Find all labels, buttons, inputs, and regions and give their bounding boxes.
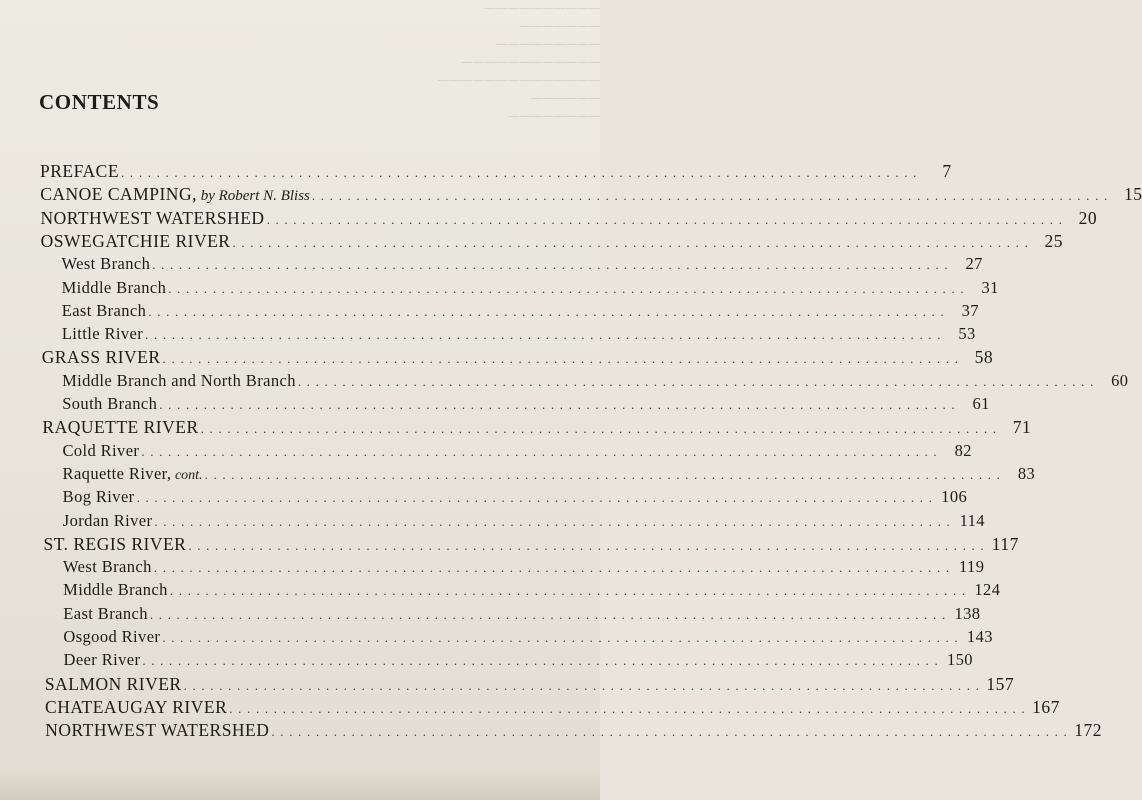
toc-entry-label: RAQUETTE RIVER	[42, 417, 199, 438]
toc-entry-label: Deer River	[63, 650, 141, 670]
toc-entry	[43, 533, 1019, 558]
dot-leader: . . . . . . . . . . . . . . . . . . . . . . . . . . . . . . . . . . . . . . . . . . . . . . . . . . . . . . . . . . . . . . . . . . . . . . . . . . . . . . . . . . . . . . . . . .	[200, 421, 998, 437]
dot-leader: . . . . . . . . . . . . . . . . . . . . . . . . . . . . . . . . . . . . . . . . . . . . . . . . . . . . . . . . . . . . . . . . . . . . . . . . . . . . . . . . . . . . . . . . . .	[204, 466, 1002, 482]
toc-entry-title	[63, 511, 153, 531]
toc-entry-title	[63, 464, 203, 484]
toc-entry	[40, 230, 1064, 255]
toc-entry	[45, 696, 1060, 721]
dot-leader: . . . . . . . . . . . . . . . . . . . . . . . . . . . . . . . . . . . . . . . . . . . . . . . . . . . . . . . . . . . . . . . . . . . . . . . . . . . . . . . . . . . . . . . . . .	[271, 724, 1068, 740]
toc-entry-label: Osgood River	[63, 627, 161, 646]
dot-leader: . . . . . . . . . . . . . . . . . . . . . . . . . . . . . . . . . . . . . . . . . . . . . . . . . . . . . . . . . . . . . . . . . . . . . . . . . . . . . . . . . . . . . . . . . .	[141, 443, 938, 459]
toc-entry-label: SALMON RIVER	[44, 673, 182, 694]
toc-page-number: 31	[981, 277, 999, 297]
dot-leader: . . . . . . . . . . . . . . . . . . . . . . . . . . . . . . . . . . . . . . . . . . . . . . . . . . . . . . . . . . . . . . . . . . . . . . . . . . . . . . . . . . . . . . . . . .	[311, 188, 1109, 204]
toc-entry	[40, 207, 1098, 232]
toc-entry-label: NORTHWEST WATERSHED	[40, 207, 265, 228]
toc-entry-title	[45, 697, 227, 718]
toc-entry-label: PREFACE	[40, 161, 120, 181]
toc-entry	[63, 603, 981, 628]
toc-entry	[63, 557, 985, 581]
toc-page-number: 37	[961, 300, 979, 320]
toc-entry	[62, 463, 1036, 488]
toc-page-number: 7	[942, 161, 952, 181]
toc-entry	[62, 510, 985, 535]
toc-entry	[42, 417, 1032, 441]
toc-entry-title	[40, 161, 119, 182]
toc-entry-title	[41, 231, 231, 252]
toc-entry-title	[44, 534, 187, 555]
toc-entry-title	[61, 254, 150, 274]
toc-entry-label: NORTHWEST WATERSHED	[45, 720, 270, 741]
toc-page-number: 15	[1123, 184, 1142, 205]
page-edge-shadow	[0, 770, 600, 800]
toc-page-number: 119	[959, 557, 985, 577]
toc-entry-title	[62, 301, 147, 321]
toc-page-number: 157	[986, 673, 1015, 694]
bleed-through-text: ────────── ─────── ───────── ──────────── ────────────── ────── ────────	[437, 1, 600, 125]
dot-leader: . . . . . . . . . . . . . . . . . . . . . . . . . . . . . . . . . . . . . . . . . . . . . . . . . . . . . . . . . . . . . . . . . . . . . . . . . . . . . . . . . . . . . . . . . .	[232, 234, 1030, 250]
toc-page-number: 150	[946, 650, 973, 670]
toc-entry-label: Jordan River	[62, 510, 153, 530]
toc-entry	[61, 324, 976, 348]
dot-leader: . . . . . . . . . . . . . . . . . . . . . . . . . . . . . . . . . . . . . . . . . . . . . . . . . . . . . . . . . . . . . . . . . . . . . . . . . . . . . . . . . . . . . . . . . .	[159, 397, 956, 412]
toc-page-number: 71	[1012, 417, 1032, 438]
toc-entry-label: West Branch	[61, 254, 151, 274]
toc-entry-title	[63, 604, 148, 624]
toc-page-number: 58	[974, 347, 994, 368]
dot-leader: . . . . . . . . . . . . . . . . . . . . . . . . . . . . . . . . . . . . . . . . . . . . . . . . . . . . . . . . . . . . . . . . . . . . . . . . . . . . . . . . . . . . . . . . . .	[152, 257, 949, 273]
toc-page-number: 25	[1044, 230, 1064, 251]
dot-leader: . . . . . . . . . . . . . . . . . . . . . . . . . . . . . . . . . . . . . . . . . . . . . . . . . . . . . . . . . . . . . . . . . . . . . . . . . . . . . . . . . . . . . . . . . .	[162, 351, 960, 367]
toc-entry-label: Middle Branch and North Branch	[62, 370, 296, 390]
toc-entry-label: East Branch	[63, 603, 148, 623]
toc-entry-title	[62, 278, 167, 298]
dot-leader: . . . . . . . . . . . . . . . . . . . . . . . . . . . . . . . . . . . . . . . . . . . . . . . . . . . . . . . . . . . . . . . . . . . . . . . . . . . . . . . . . . . . . . . . . .	[168, 280, 965, 296]
toc-entry-byline: by Robert N. Bliss	[196, 188, 310, 205]
toc-entry	[44, 673, 1015, 698]
toc-entry-title	[64, 650, 141, 670]
dot-leader: . . . . . . . . . . . . . . . . . . . . . . . . . . . . . . . . . . . . . . . . . . . . . . . . . . . . . . . . . . . . . . . . . . . . . . . . . . . . . . . . . . . . . . . . . .	[183, 677, 981, 693]
toc-entry-label: CANOE CAMPING,	[40, 184, 197, 205]
toc-entry-title	[40, 184, 310, 205]
toc-entry-label: CHATEAUGAY RIVER	[45, 696, 228, 717]
dot-leader: . . . . . . . . . . . . . . . . . . . . . . . . . . . . . . . . . . . . . . . . . . . . . . . . . . . . . . . . . . . . . . . . . . . . . . . . . . . . . . . . . . . . . . . . . .	[266, 211, 1064, 227]
dot-leader: . . . . . . . . . . . . . . . . . . . . . . . . . . . . . . . . . . . . . . . . . . . . . . . . . . . . . . . . . . . . . . . . . . . . . . . . . . . . . . . . . . . . . . . . . .	[121, 165, 918, 180]
toc-page-number: 27	[965, 254, 983, 274]
toc-entry-label: Middle Branch	[63, 580, 168, 600]
toc-entry-continued: cont.	[171, 467, 203, 483]
toc-entry	[63, 580, 1001, 604]
dot-leader: . . . . . . . . . . . . . . . . . . . . . . . . . . . . . . . . . . . . . . . . . . . . . . . . . . . . . . . . . . . . . . . . . . . . . . . . . . . . . . . . . . . . . . . . . .	[162, 630, 959, 645]
dot-leader: . . . . . . . . . . . . . . . . . . . . . . . . . . . . . . . . . . . . . . . . . . . . . . . . . . . . . . . . . . . . . . . . . . . . . . . . . . . . . . . . . . . . . . . . . .	[148, 303, 945, 319]
toc-entry-title	[62, 371, 296, 391]
toc-page-number: 83	[1017, 463, 1036, 483]
toc-entry-label: Little River	[61, 324, 144, 344]
toc-entry-title	[63, 580, 168, 600]
toc-entry-label: Cold River	[62, 440, 140, 460]
toc-entry-label: South Branch	[62, 394, 158, 413]
toc-page-number: 20	[1078, 207, 1098, 228]
toc-entry-label: Raquette River,	[62, 463, 172, 483]
toc-entry	[40, 161, 952, 185]
toc-entry-title	[63, 557, 152, 577]
toc-entry-title	[42, 417, 198, 438]
toc-entry-title	[63, 627, 160, 647]
toc-entry-title	[63, 487, 135, 507]
dot-leader: . . . . . . . . . . . . . . . . . . . . . . . . . . . . . . . . . . . . . . . . . . . . . . . . . . . . . . . . . . . . . . . . . . . . . . . . . . . . . . . . . . . . . . . . . .	[136, 490, 934, 506]
toc-page-number: 61	[972, 394, 990, 413]
dot-leader: . . . . . . . . . . . . . . . . . . . . . . . . . . . . . . . . . . . . . . . . . . . . . . . . . . . . . . . . . . . . . . . . . . . . . . . . . . . . . . . . . . . . . . . . . .	[145, 327, 942, 343]
toc-page-number: 124	[974, 580, 1001, 600]
toc-entry	[45, 720, 1102, 744]
toc-entry-label: West Branch	[63, 557, 152, 577]
dot-leader: . . . . . . . . . . . . . . . . . . . . . . . . . . . . . . . . . . . . . . . . . . . . . . . . . . . . . . . . . . . . . . . . . . . . . . . . . . . . . . . . . . . . . . . . . .	[142, 653, 939, 669]
toc-entry	[41, 347, 994, 371]
toc-entry-title	[45, 674, 182, 695]
dot-leader: . . . . . . . . . . . . . . . . . . . . . . . . . . . . . . . . . . . . . . . . . . . . . . . . . . . . . . . . . . . . . . . . . . . . . . . . . . . . . . . . . . . . . . . . . .	[229, 700, 1026, 716]
dot-leader: . . . . . . . . . . . . . . . . . . . . . . . . . . . . . . . . . . . . . . . . . . . . . . . . . . . . . . . . . . . . . . . . . . . . . . . . . . . . . . . . . . . . . . . . . .	[154, 513, 951, 529]
toc-entry-title	[45, 720, 269, 741]
toc-entry-label: East Branch	[61, 300, 147, 320]
toc-page-number: 53	[958, 324, 976, 344]
toc-entry-label: ST. REGIS RIVER	[43, 533, 187, 554]
toc-entry-label: OSWEGATCHIE RIVER	[40, 230, 231, 251]
toc-page-number: 167	[1032, 696, 1060, 717]
toc-page-number: 114	[959, 510, 985, 530]
toc-page-number: 138	[954, 603, 981, 623]
toc-entry	[62, 394, 990, 418]
toc-entry	[63, 627, 993, 651]
dot-leader: . . . . . . . . . . . . . . . . . . . . . . . . . . . . . . . . . . . . . . . . . . . . . . . . . . . . . . . . . . . . . . . . . . . . . . . . . . . . . . . . . . . . . . . . . .	[297, 373, 1095, 389]
toc-entry-title	[40, 208, 264, 229]
toc-entry	[62, 370, 1129, 395]
contents-heading: CONTENTS	[39, 90, 160, 114]
toc-entry	[40, 184, 1142, 208]
toc-entry	[61, 254, 983, 278]
toc-page-number: 106	[941, 487, 968, 507]
toc-page-number: 143	[966, 627, 993, 646]
toc-page-number: 60	[1111, 370, 1129, 390]
dot-leader: . . . . . . . . . . . . . . . . . . . . . . . . . . . . . . . . . . . . . . . . . . . . . . . . . . . . . . . . . . . . . . . . . . . . . . . . . . . . . . . . . . . . . . . . . .	[169, 583, 967, 599]
toc-entry	[62, 440, 972, 465]
toc-entry	[61, 277, 999, 302]
toc-entry	[62, 487, 968, 511]
toc-page-number: 117	[991, 533, 1019, 554]
toc-entry-title	[62, 394, 157, 414]
toc-entry-label: Middle Branch	[61, 277, 167, 297]
toc-entry-title	[62, 441, 139, 461]
toc-page-number: 172	[1074, 720, 1102, 741]
toc-entry-label: GRASS RIVER	[41, 347, 161, 368]
dot-leader: . . . . . . . . . . . . . . . . . . . . . . . . . . . . . . . . . . . . . . . . . . . . . . . . . . . . . . . . . . . . . . . . . . . . . . . . . . . . . . . . . . . . . . . . . .	[149, 606, 947, 622]
dot-leader: . . . . . . . . . . . . . . . . . . . . . . . . . . . . . . . . . . . . . . . . . . . . . . . . . . . . . . . . . . . . . . . . . . . . . . . . . . . . . . . . . . . . . . . . . .	[153, 560, 951, 576]
toc-page-number: 82	[954, 440, 972, 460]
toc-entry-label: Bog River	[62, 487, 135, 507]
toc-entry-title	[62, 324, 143, 344]
toc-entry-title	[42, 347, 161, 368]
dot-leader: . . . . . . . . . . . . . . . . . . . . . . . . . . . . . . . . . . . . . . . . . . . . . . . . . . . . . . . . . . . . . . . . . . . . . . . . . . . . . . . . . . . . . . . . . .	[188, 537, 985, 553]
toc-entry	[63, 650, 973, 674]
toc-entry	[61, 300, 979, 325]
